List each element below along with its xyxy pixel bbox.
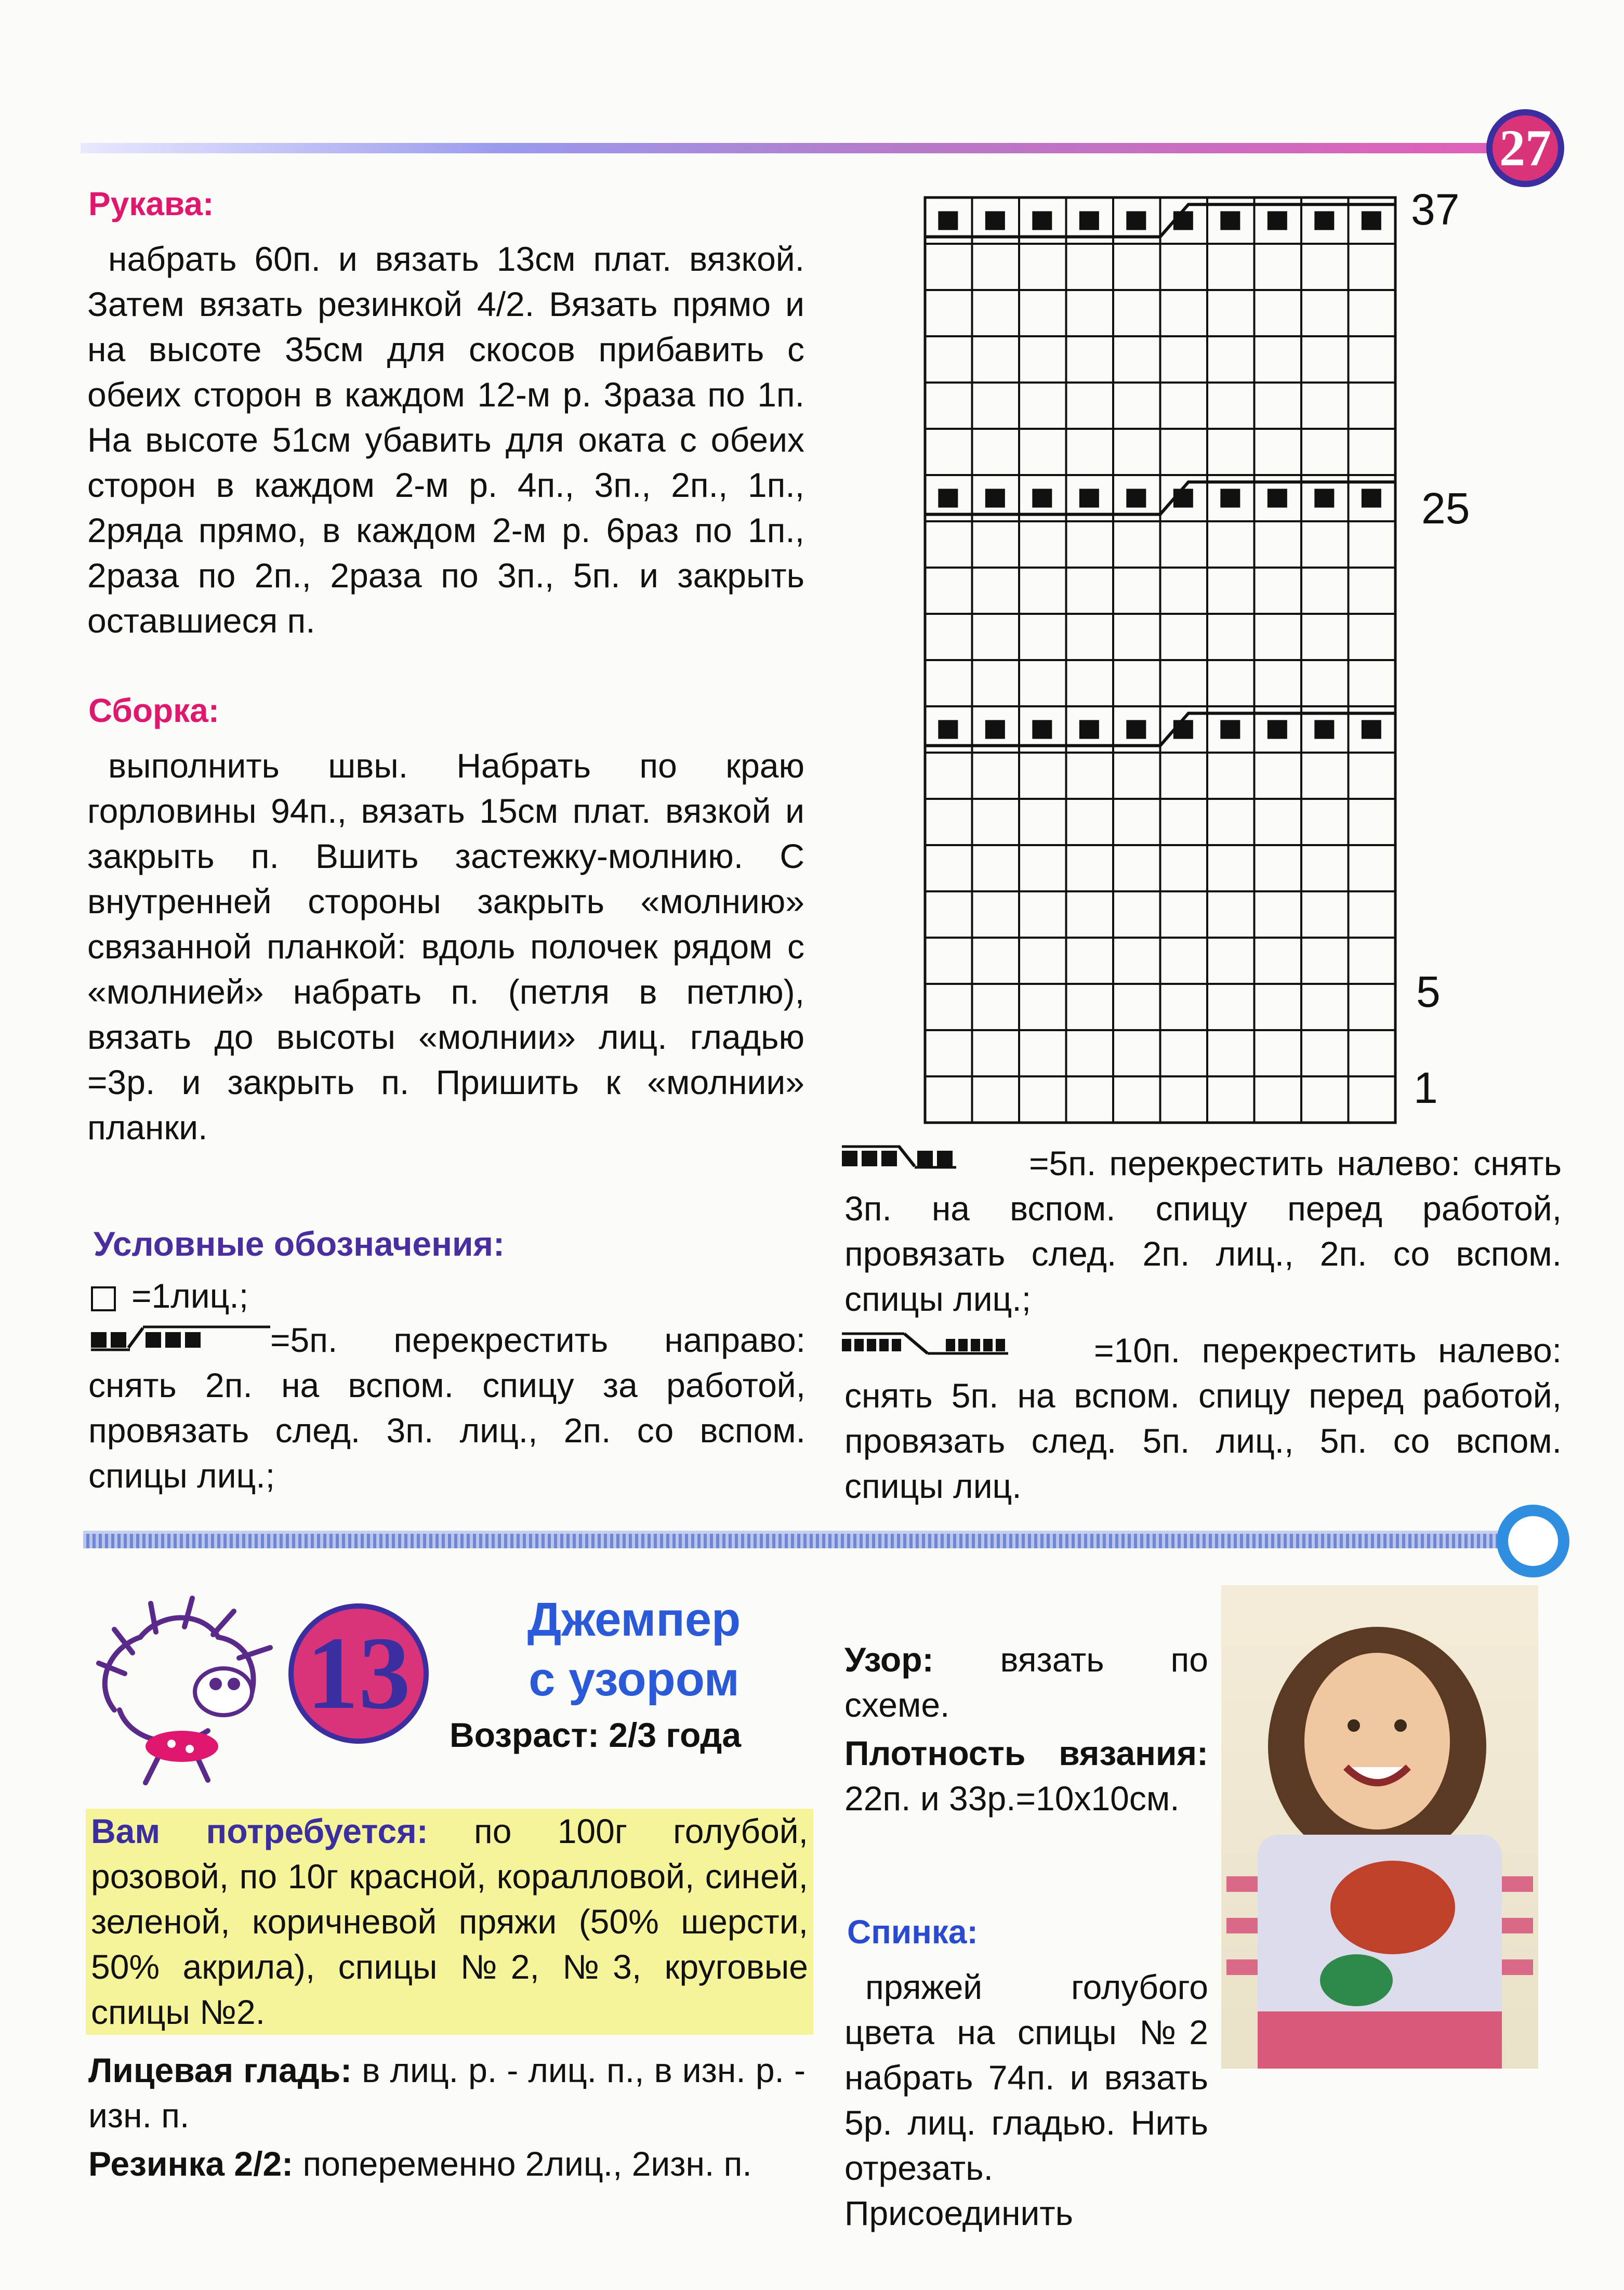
assembly-text: выполнить швы. Набрать по краю горловины 94п., вязать 15см плат. вязкой и закрыть п. Вшить застежку-молнию. С внутренней стороны закрыть «молнию» связанной планкой: вдоль полочек рядом с «молнией» набрать п. (петля в петлю), вязать до высоты «молнии» лиц. гладью =3р. и закрыть п. Пришить к «молнии» планки. — [87, 746, 804, 1147]
cable-stitch-mark — [1126, 489, 1146, 507]
cable-stitch-mark — [985, 211, 1005, 230]
row-label-5: 5 — [1416, 967, 1441, 1016]
sleeves-text: набрать 60п. и вязать 13см плат. вязкой. Затем вязать резинкой 4/2. Вязать прямо и на высоте 35см для скосов прибавить с обеих сторон в каждом 12-м р. 3раза по 1п. На высоте 51см убавить для оката с обеих сторон в каждом 2-м р. 4п., 3п., 2п., 1п., 2ряда прямо, в каждом 2-м р. 6раз по 1п., 2раза по 2п., 2раза по 3п., 5п. и закрыть оставшиеся п. — [87, 240, 804, 640]
cable-stitch-mark — [1314, 489, 1334, 507]
row-label-1: 1 — [1414, 1063, 1438, 1112]
cable-stitch-mark — [1032, 489, 1052, 507]
cable-stitch-mark — [1126, 720, 1146, 739]
cable-stitch-mark — [1314, 720, 1334, 739]
child-in-sweater-image — [1221, 1585, 1538, 2069]
sleeves-heading: Рукава: — [88, 185, 214, 222]
knitting-chart — [920, 192, 1595, 1128]
cable-stitch-mark — [985, 720, 1005, 739]
legend-cable-left5-text: =5п. перекрестить налево: снять 3п. на вспом. спицу перед работой, провязать след. 2п. лиц., 2п. со вспом. спицы лиц.; — [844, 1144, 1562, 1318]
rib-text: попеременно 2лиц., 2изн. п. — [302, 2144, 752, 2183]
section-divider — [83, 1531, 1517, 1548]
pattern-label: Узор: — [844, 1640, 934, 1679]
gauge-block — [844, 1731, 1208, 1821]
child-photo — [1221, 1585, 1538, 2069]
cable-stitch-mark — [1362, 211, 1381, 230]
rib-block — [88, 2141, 806, 2187]
legend-cable-left10-text: =10п. перекрестить налево: снять 5п. на вспом. спицу перед работой, провязать след. 5п. лиц., 5п. со вспом. спицы лиц. — [844, 1331, 1562, 1505]
cable-stitch-mark — [1079, 489, 1099, 507]
project-title-line1: Джемпер — [527, 1593, 741, 1646]
project-number-badge: 13 — [288, 1603, 429, 1744]
cable-stitch-mark — [1362, 720, 1381, 739]
page-number: 27 — [1486, 109, 1564, 187]
hedgehog-illustration — [83, 1580, 301, 1798]
materials-text: по 100г голубой, розовой, по 10г красной, коралловой, синей, зеленой, коричневой пряжи (50% шерсти, 50% акрила), спицы №2, №3, круговые спицы №2. — [91, 1812, 809, 2031]
cable-stitch-mark — [1267, 489, 1287, 507]
back-text: пряжей голубого цвета на спицы №2 набрать 74п. и вязать 5р. лиц. гладью. Нить отрезать. Присоединить — [844, 1968, 1208, 2232]
cable-stitch-mark — [1079, 211, 1099, 230]
materials-label: Вам потребуется: — [91, 1812, 428, 1850]
materials-block — [86, 1809, 813, 2035]
cable-stitch-mark — [1314, 211, 1334, 230]
row-label-25: 25 — [1421, 484, 1470, 533]
cable-stitch-mark — [1267, 211, 1287, 230]
legend-knit-text: =1лиц.; — [131, 1276, 249, 1315]
gauge-text: 22п. и 33р.=10x10см. — [844, 1779, 1180, 1818]
cable-stitch-mark — [1220, 489, 1240, 507]
pattern-block — [844, 1637, 1208, 1728]
cable-stitch-mark — [1032, 720, 1052, 739]
cable-stitch-mark — [938, 720, 958, 739]
gauge-label: Плотность вязания: — [844, 1734, 1208, 1772]
cable-stitch-mark — [1362, 489, 1381, 507]
stockinette-label: Лицевая гладь: — [88, 2051, 352, 2089]
rib-label: Резинка 2/2: — [88, 2144, 294, 2183]
legend-heading: Условные обозначения: — [94, 1225, 505, 1263]
cable-stitch-mark — [1079, 720, 1099, 739]
pattern-text: вязать по схеме. — [844, 1640, 1208, 1724]
legend-item-knit — [91, 1276, 248, 1315]
row-label-37: 37 — [1411, 185, 1460, 234]
stockinette-block — [88, 2048, 806, 2138]
stockinette-text: в лиц. р. - лиц. п., в изн. р. - изн. п. — [88, 2051, 806, 2135]
legend-cable-right-text: =5п. перекрестить направо: снять 2п. на вспом. спицу за работой, провязать след. 3п. лиц., 2п. со вспом. спицы лиц.; — [88, 1321, 806, 1495]
cable-stitch-mark — [1267, 720, 1287, 739]
assembly-heading: Сборка: — [88, 692, 220, 729]
cable-stitch-mark — [938, 489, 958, 507]
cable-stitch-mark — [1220, 720, 1240, 739]
header-band — [81, 143, 1494, 153]
cable-stitch-mark — [938, 211, 958, 230]
empty-square-icon — [91, 1286, 116, 1311]
ring-ornament — [1497, 1505, 1569, 1577]
cable-stitch-mark — [1220, 211, 1240, 230]
project-age: Возраст: 2/3 года — [450, 1716, 742, 1754]
project-title-line2: с узором — [529, 1653, 740, 1706]
back-heading: Спинка: — [847, 1913, 978, 1951]
cable-stitch-mark — [1032, 211, 1052, 230]
cable-stitch-mark — [985, 489, 1005, 507]
cable-stitch-mark — [1126, 211, 1146, 230]
